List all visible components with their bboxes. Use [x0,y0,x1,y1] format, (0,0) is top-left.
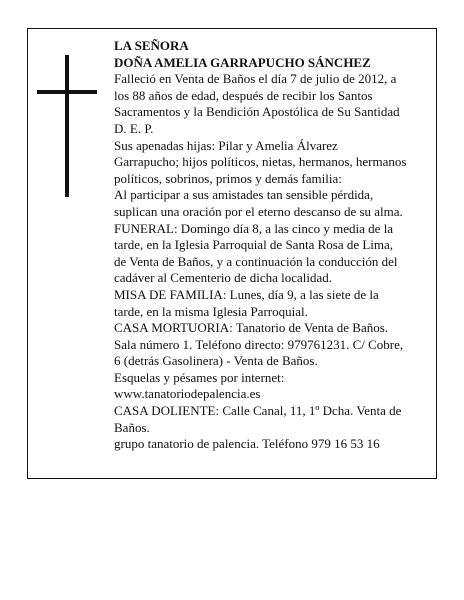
notice-line: CASA MORTUORIA: Tanatorio de Venta de Baños. [114,320,389,336]
website-text: www.tanatoriodepalencia.es [114,386,261,402]
deceased-name: DOÑA AMELIA GARRAPUCHO SÁNCHEZ [114,54,371,70]
notice-line: tarde, en la Iglesia Parroquial de Santa Rosa de Lima, [114,237,394,253]
cross-horizontal-bar [37,90,97,94]
notice-line: Falleció en Venta de Baños el día 7 de julio de 2012, a [114,71,397,87]
notice-line: de Venta de Baños, y a continuación la conducción del [114,253,398,269]
notice-line: políticos, sobrinos, primos y demás familia: [114,170,342,186]
notice-line: MISA DE FAMILIA: Lunes, día 9, a las siete de la [114,286,379,302]
notice-line: grupo tanatorio de palencia. Teléfono 979 16 53 16 [114,436,380,452]
notice-line: tarde, en la misma Iglesia Parroquial. [114,303,308,319]
cross-icon [37,55,97,197]
notice-line: Esquelas y pésames por internet: [114,369,285,385]
notice-line: Sacramentos y la Bendición Apostólica de Su Santidad [114,104,400,120]
notice-line: los 88 años de edad, después de recibir los Santos [114,87,373,103]
notice-line: cadáver al Cementerio de dicha localidad. [114,270,333,286]
notice-line: suplican una oración por el eterno descanso de su alma. [114,203,403,219]
notice-line: Sala número 1. Teléfono directo: 979761231. C/ Cobre, [114,336,404,352]
notice-line: Garrapucho; hijos políticos, nietas, hermanos, hermanos [114,154,407,170]
notice-line: Al participar a sus amistades tan sensible pérdida, [114,187,374,203]
notice-line: FUNERAL: Domingo día 8, a las cinco y media de la [114,220,394,236]
notice-line: CASA DOLIENTE: Calle Canal, 11, 1º Dcha. Venta de [114,403,402,419]
notice-line: 6 (detrás Gasolinera) - Venta de Baños. [114,353,318,369]
notice-heading: LA SEÑORA [114,38,189,53]
notice-line: Sus apenadas hijas: Pilar y Amelia Álvarez [114,137,338,153]
notice-text [114,38,424,453]
notice-line: D. E. P. [114,120,154,136]
cross-vertical-bar [65,55,69,197]
notice-line: Baños. [114,419,150,435]
